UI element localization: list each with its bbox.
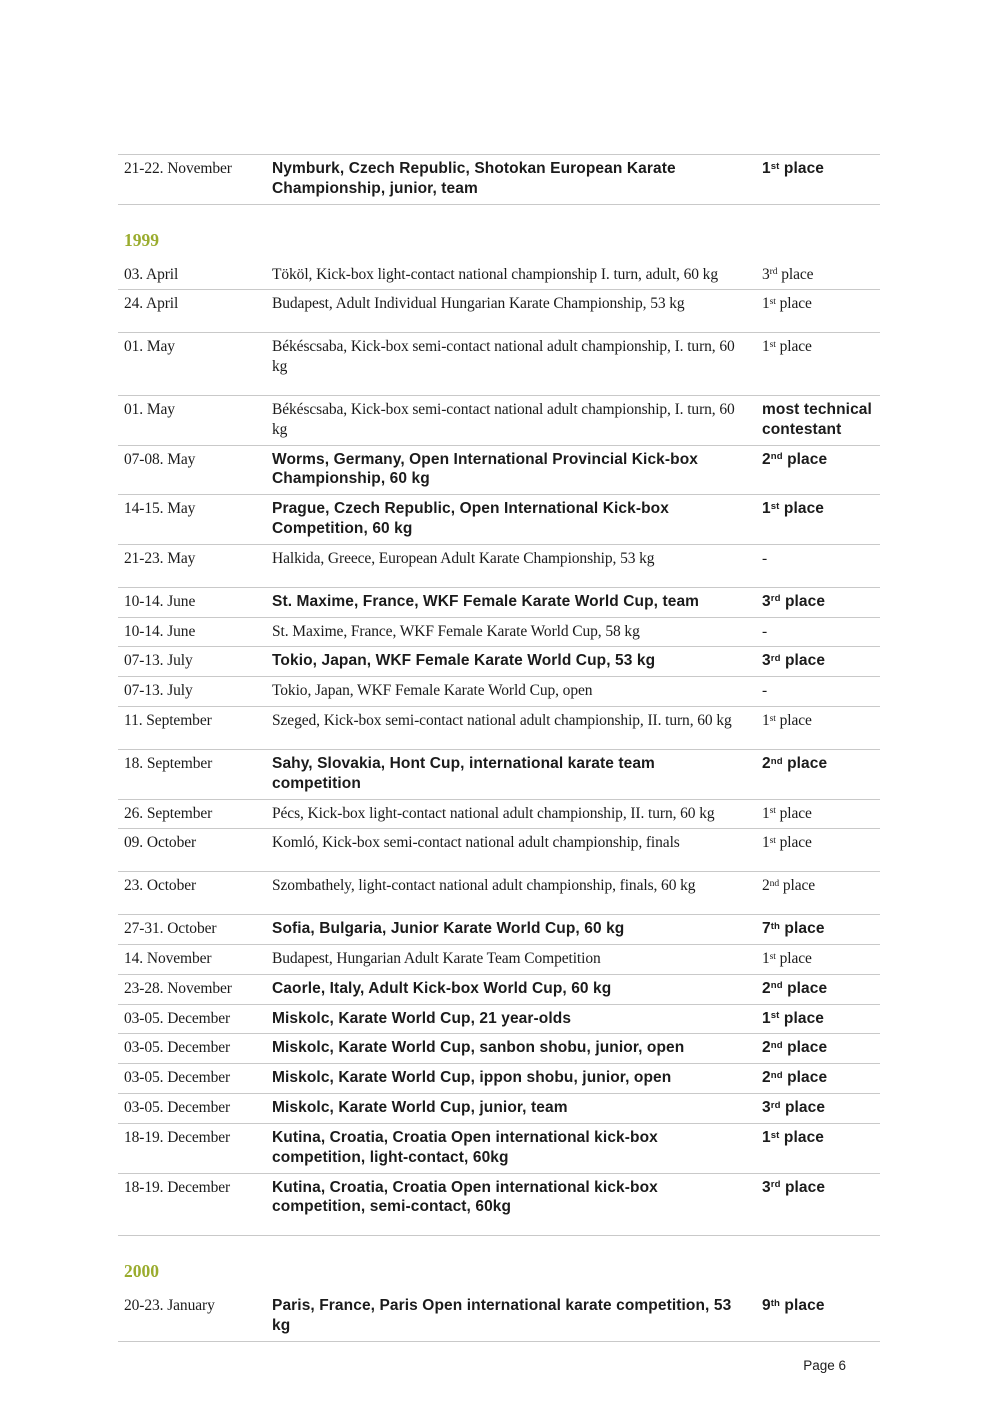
- event-description: Sahy, Slovakia, Hont Cup, international karate team competition: [272, 754, 655, 792]
- table-row: [118, 1094, 880, 1124]
- event-description: Tokio, Japan, WKF Female Karate World Cup, open: [272, 682, 593, 700]
- event-description: Tököl, Kick-box light-contact national championship I. turn, adult, 60 kg: [272, 265, 718, 283]
- results-table: [118, 1292, 880, 1342]
- event-description: Pécs, Kick-box light-contact national adult championship, II. turn, 60 kg: [272, 804, 715, 822]
- event-result: 7th place: [762, 920, 825, 938]
- ordinal-suffix: st: [770, 1010, 780, 1022]
- event-date: 18-19. December: [124, 1128, 231, 1146]
- event-result: 3rd place: [762, 1099, 826, 1117]
- results-sections: [118, 154, 880, 1342]
- ordinal-suffix: rd: [770, 593, 781, 605]
- event-description: Prague, Czech Republic, Open International Kick-box Competition, 60 kg: [272, 500, 669, 538]
- event-result: 1st place: [762, 712, 812, 730]
- table-row: [118, 1174, 880, 1237]
- table-row: [118, 707, 880, 750]
- results-table: [118, 154, 880, 205]
- table-row: [118, 872, 880, 915]
- event-result: 1st place: [762, 834, 812, 852]
- table-row: [118, 677, 880, 707]
- table-row: [118, 945, 880, 975]
- table-row: [118, 155, 880, 205]
- table-row: [118, 800, 880, 830]
- event-description: Budapest, Adult Individual Hungarian Karate Championship, 53 kg: [272, 295, 685, 313]
- event-description: St. Maxime, France, WKF Female Karate World Cup, 58 kg: [272, 622, 640, 640]
- event-result: 1st place: [762, 500, 825, 518]
- event-date: 24. April: [124, 295, 179, 313]
- ordinal-suffix: rd: [769, 266, 778, 278]
- table-row: [118, 1064, 880, 1094]
- event-description: Caorle, Italy, Adult Kick-box World Cup, 60 kg: [272, 979, 612, 997]
- table-row: [118, 290, 880, 333]
- ordinal-suffix: nd: [770, 451, 783, 463]
- event-description: Miskolc, Karate World Cup, ippon shobu, junior, open: [272, 1069, 672, 1087]
- event-date: 23-28. November: [124, 979, 232, 997]
- ordinal-suffix: st: [770, 1129, 780, 1141]
- event-date: 07-08. May: [124, 450, 196, 468]
- event-description: Békéscsaba, Kick-box semi-contact national adult championship, I. turn, 60 kg: [272, 338, 735, 376]
- ordinal-suffix: rd: [770, 1179, 781, 1191]
- page-number: Page 6: [803, 1357, 846, 1373]
- event-date: 20-23. January: [124, 1297, 215, 1315]
- event-result: 2nd place: [762, 450, 828, 468]
- event-result: 1st place: [762, 949, 812, 967]
- table-row: [118, 1005, 880, 1035]
- ordinal-suffix: st: [769, 805, 776, 817]
- event-result: 2nd place: [762, 754, 828, 772]
- event-description: Miskolc, Karate World Cup, 21 year-olds: [272, 1009, 572, 1027]
- table-row: [118, 588, 880, 618]
- table-row: [118, 1124, 880, 1174]
- year-heading: 1999: [124, 229, 159, 250]
- event-description: Szombathely, light-contact national adult championship, finals, 60 kg: [272, 877, 696, 895]
- ordinal-suffix: st: [769, 835, 776, 847]
- ordinal-suffix: st: [769, 712, 776, 724]
- table-row: [118, 618, 880, 648]
- event-description: Miskolc, Karate World Cup, sanbon shobu, junior, open: [272, 1039, 685, 1057]
- ordinal-suffix: st: [769, 339, 776, 350]
- event-date: 03. April: [124, 265, 179, 283]
- event-result: 2nd place: [762, 877, 816, 895]
- event-description: Miskolc, Karate World Cup, junior, team: [272, 1099, 568, 1117]
- event-result: 1st place: [762, 804, 812, 822]
- ordinal-suffix: th: [770, 920, 780, 932]
- table-row: [118, 829, 880, 872]
- event-description: Komló, Kick-box semi-contact national adult championship, finals: [272, 834, 680, 852]
- event-date: 01. May: [124, 400, 175, 418]
- event-date: 18-19. December: [124, 1178, 231, 1196]
- event-date: 14-15. May: [124, 500, 196, 518]
- event-date: 23. October: [124, 877, 197, 895]
- event-date: 07-13. July: [124, 652, 193, 670]
- table-row: [118, 750, 880, 800]
- event-date: 26. September: [124, 804, 213, 822]
- results-table: [118, 261, 880, 1237]
- year-heading: 2000: [124, 1261, 159, 1282]
- event-date: 21-22. November: [124, 160, 232, 177]
- event-result: 1st place: [762, 338, 812, 356]
- event-description: Halkida, Greece, European Adult Karate Championship, 53 kg: [272, 549, 655, 567]
- ordinal-suffix: st: [769, 296, 776, 308]
- event-result: 3rd place: [762, 265, 814, 283]
- ordinal-suffix: th: [770, 1297, 780, 1309]
- event-result: 2nd place: [762, 1069, 828, 1087]
- ordinal-suffix: st: [769, 950, 776, 962]
- event-result: -: [762, 622, 768, 640]
- event-date: 14. November: [124, 949, 212, 967]
- event-description: Tokio, Japan, WKF Female Karate World Cup, 53 kg: [272, 652, 656, 670]
- event-date: 01. May: [124, 338, 175, 356]
- event-description: Budapest, Hungarian Adult Karate Team Competition: [272, 949, 601, 967]
- event-result: 9th place: [762, 1297, 825, 1315]
- event-date: 03-05. December: [124, 1039, 231, 1057]
- ordinal-suffix: nd: [770, 1040, 783, 1052]
- ordinal-suffix: st: [770, 160, 780, 172]
- event-result: 1st place: [762, 295, 812, 313]
- ordinal-suffix: nd: [770, 1069, 783, 1081]
- event-date: 03-05. December: [124, 1099, 231, 1117]
- event-date: 11. September: [124, 712, 212, 730]
- event-date: 09. October: [124, 834, 197, 852]
- table-row: [118, 647, 880, 677]
- table-row: [118, 545, 880, 588]
- event-date: 10-14. June: [124, 622, 196, 640]
- event-result: 1st place: [762, 160, 825, 177]
- table-row: [118, 446, 880, 496]
- event-result: 2nd place: [762, 1039, 828, 1057]
- event-date: 03-05. December: [124, 1069, 231, 1087]
- table-row: [118, 1034, 880, 1064]
- event-date: 21-23. May: [124, 549, 196, 567]
- event-description: Paris, France, Paris Open international karate competition, 53 kg: [272, 1297, 732, 1334]
- event-description: Kutina, Croatia, Croatia Open international kick-box competition, light-contact, 60kg: [272, 1128, 658, 1166]
- table-row: [118, 261, 880, 291]
- event-date: 18. September: [124, 754, 213, 772]
- table-row: [118, 396, 880, 446]
- event-result: -: [762, 549, 768, 567]
- event-result: 3rd place: [762, 1178, 826, 1196]
- event-date: 03-05. December: [124, 1009, 231, 1027]
- event-date: 27-31. October: [124, 920, 217, 938]
- ordinal-suffix: rd: [770, 653, 781, 665]
- event-description: Békéscsaba, Kick-box semi-contact national adult championship, I. turn, 60 kg: [272, 400, 735, 438]
- table-row: [118, 915, 880, 945]
- table-row: [118, 333, 880, 396]
- event-result: 2nd place: [762, 979, 828, 997]
- event-description: Worms, Germany, Open International Provincial Kick-box Championship, 60 kg: [272, 450, 699, 488]
- event-result: -: [762, 682, 768, 700]
- ordinal-suffix: nd: [770, 980, 783, 992]
- event-result: 3rd place: [762, 652, 826, 670]
- event-description: Sofia, Bulgaria, Junior Karate World Cup, 60 kg: [272, 920, 625, 938]
- table-row: [118, 1292, 880, 1342]
- event-description: Kutina, Croatia, Croatia Open international kick-box competition, semi-contact, 60kg: [272, 1178, 658, 1216]
- ordinal-suffix: nd: [769, 877, 780, 889]
- ordinal-suffix: st: [770, 500, 780, 512]
- event-description: St. Maxime, France, WKF Female Karate World Cup, team: [272, 592, 700, 610]
- event-date: 10-14. June: [124, 592, 196, 610]
- event-result: 3rd place: [762, 592, 826, 610]
- ordinal-suffix: nd: [770, 755, 783, 767]
- event-description: Szeged, Kick-box semi-contact national adult championship, II. turn, 60 kg: [272, 712, 732, 730]
- event-date: 07-13. July: [124, 682, 193, 700]
- event-description: Nymburk, Czech Republic, Shotokan European Karate Championship, junior, team: [272, 160, 676, 197]
- ordinal-suffix: rd: [770, 1099, 781, 1111]
- table-row: [118, 975, 880, 1005]
- event-result: 1st place: [762, 1009, 825, 1027]
- event-result: most technical contestant: [762, 400, 872, 438]
- event-result: 1st place: [762, 1128, 825, 1146]
- table-row: [118, 495, 880, 545]
